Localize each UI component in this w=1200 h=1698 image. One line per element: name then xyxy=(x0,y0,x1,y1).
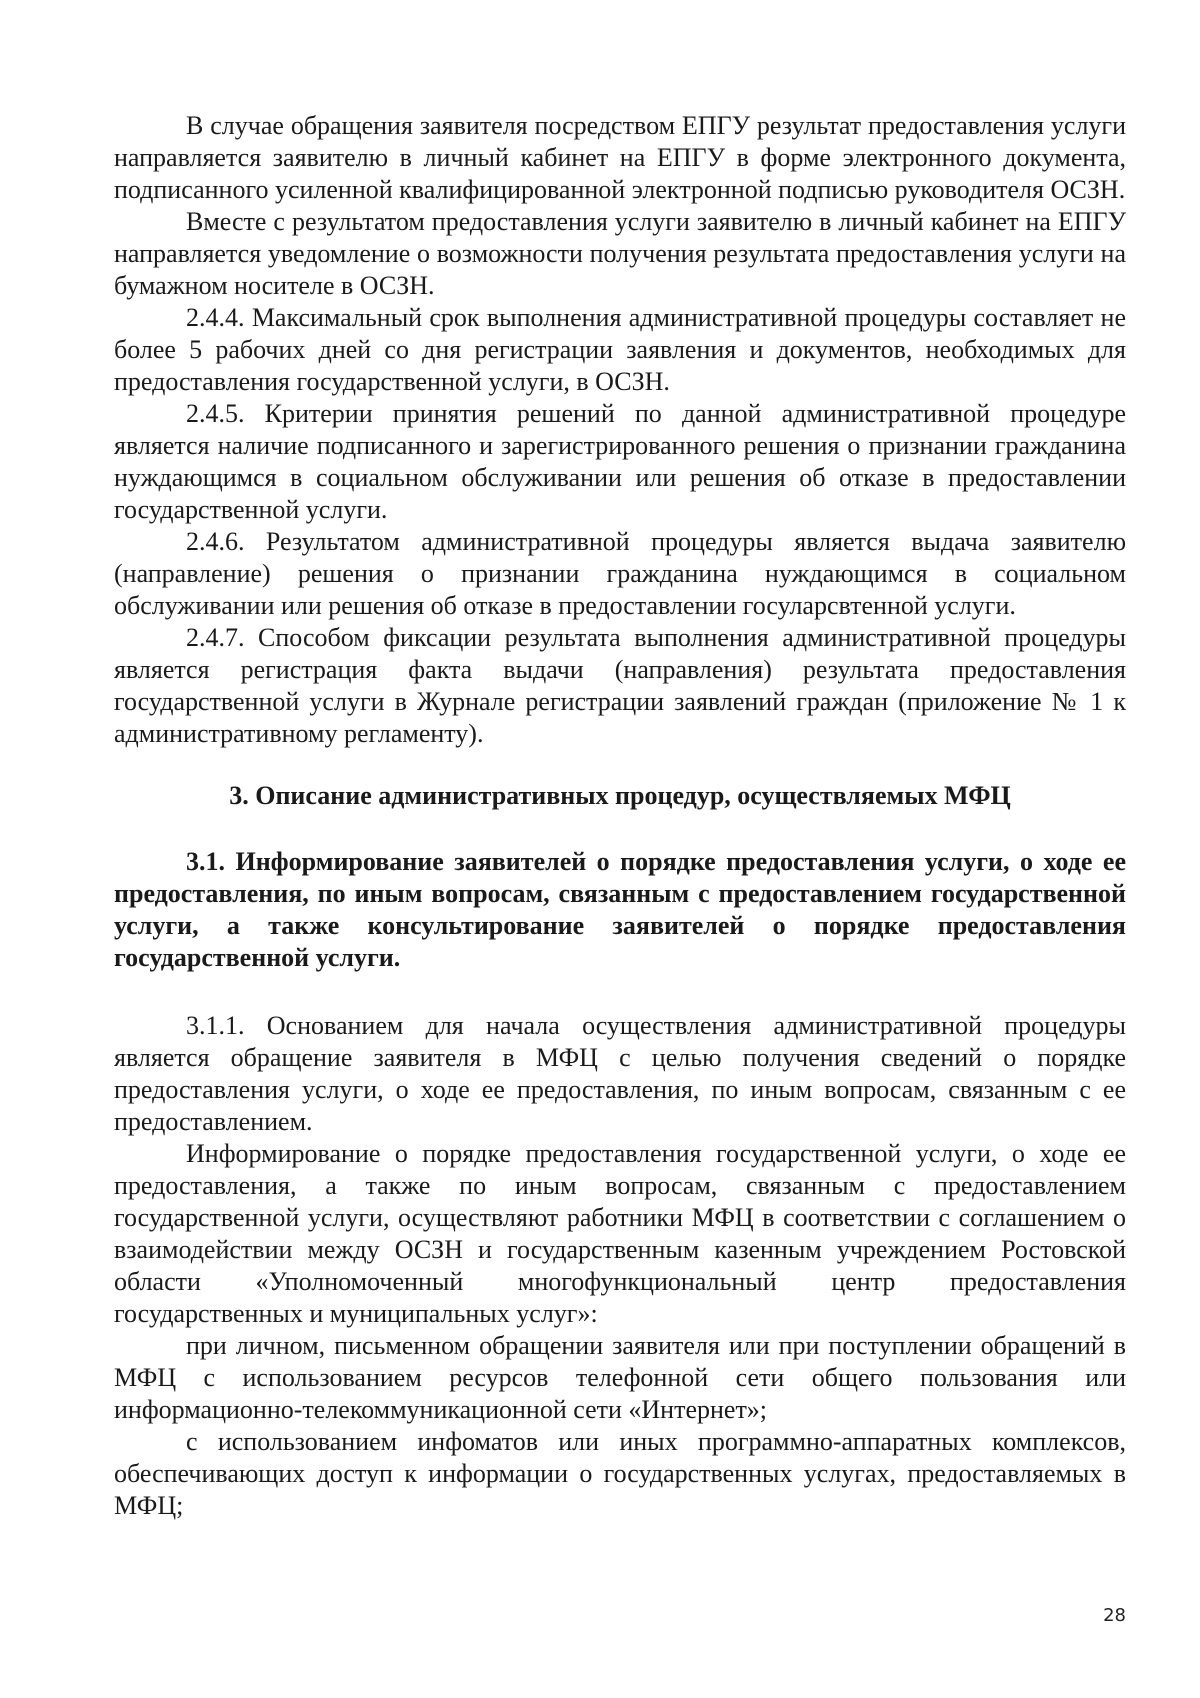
paragraph-epgu-result: В случае обращения заявителя посредством ЕПГУ результат предоставления услуги направляется заявителю в личный кабинет на ЕПГУ в форме электронного документа, подписанного усиленной квалифицированной электронной подписью руководителя ОСЗН. xyxy=(114,111,1126,204)
paragraph-2-4-4: 2.4.4. Максимальный срок выполнения административной процедуры составляет не более 5 рабочих дней со дня регистрации заявления и документов, необходимых для предоставления государственной услуги, в ОСЗН. xyxy=(114,303,1126,396)
paragraph-notification: Вместе с результатом предоставления услуги заявителю в личный кабинет на ЕПГУ направляется уведомление о возможности получения результата предоставления услуги на бумажном носителе в ОСЗН. xyxy=(114,207,1126,300)
paragraph-3-1-1: 3.1.1. Основанием для начала осуществления административной процедуры является обращение заявителя в МФЦ с целью получения сведений о порядке предоставления услуги, о ходе ее предоставления, по иным вопросам, связанным с ее предоставлением. xyxy=(114,1011,1126,1136)
paragraph-personal-request: при личном, письменном обращении заявителя или при поступлении обращений в МФЦ с использованием ресурсов телефонной сети общего пользования или информационно-телекоммуникационной сети «Интернет»; xyxy=(114,1331,1126,1424)
paragraph-infomats: с использованием инфоматов или иных программно-аппаратных комплексов, обеспечивающих доступ к информации о государственных услугах, предоставляемых в МФЦ; xyxy=(114,1427,1126,1520)
document-body xyxy=(114,110,1126,1522)
section-heading: 3. Описание административных процедур, осуществляемых МФЦ xyxy=(229,781,1011,810)
spacer xyxy=(114,974,1126,1010)
spacer xyxy=(114,812,1126,846)
paragraph-2-4-6: 2.4.6. Результатом административной процедуры является выдача заявителю (направление) решения о признании гражданина нуждающимся в социальном обслуживании или решения об отказе в предоставлении госуларсвтенной услуги. xyxy=(114,527,1126,620)
page-number: 28 xyxy=(1103,1605,1126,1626)
paragraph-2-4-5: 2.4.5. Критерии принятия решений по данной административной процедуре является наличие подписанного и зарегистрированного решения о признании гражданина нуждающимся в социальном обслуживании или решения об отказе в предоставлении государственной услуги. xyxy=(114,399,1126,524)
subsection-heading: 3.1. Информирование заявителей о порядке предоставления услуги, о ходе ее предоставления, по иным вопросам, связанным с предоставлением государственной услуги, а также консультирование заявителей о порядке предоставления государственной услуги. xyxy=(114,847,1126,972)
spacer xyxy=(114,750,1126,780)
paragraph-2-4-7: 2.4.7. Способом фиксации результата выполнения административной процедуры является регистрация факта выдачи (направления) результата предоставления государственной услуги в Журнале регистрации заявлений граждан (приложение № 1 к административному регламенту). xyxy=(114,623,1126,748)
paragraph-informing: Информирование о порядке предоставления государственной услуги, о ходе ее предоставления, а также по иным вопросам, связанным с предоставлением государственной услуги, осуществляют работники МФЦ в соответствии с соглашением о взаимодействии между ОСЗН и государственным казенным учреждением Ростовской области «Уполномоченный многофункциональный центр предоставления государственных и муниципальных услуг»: xyxy=(114,1139,1126,1328)
